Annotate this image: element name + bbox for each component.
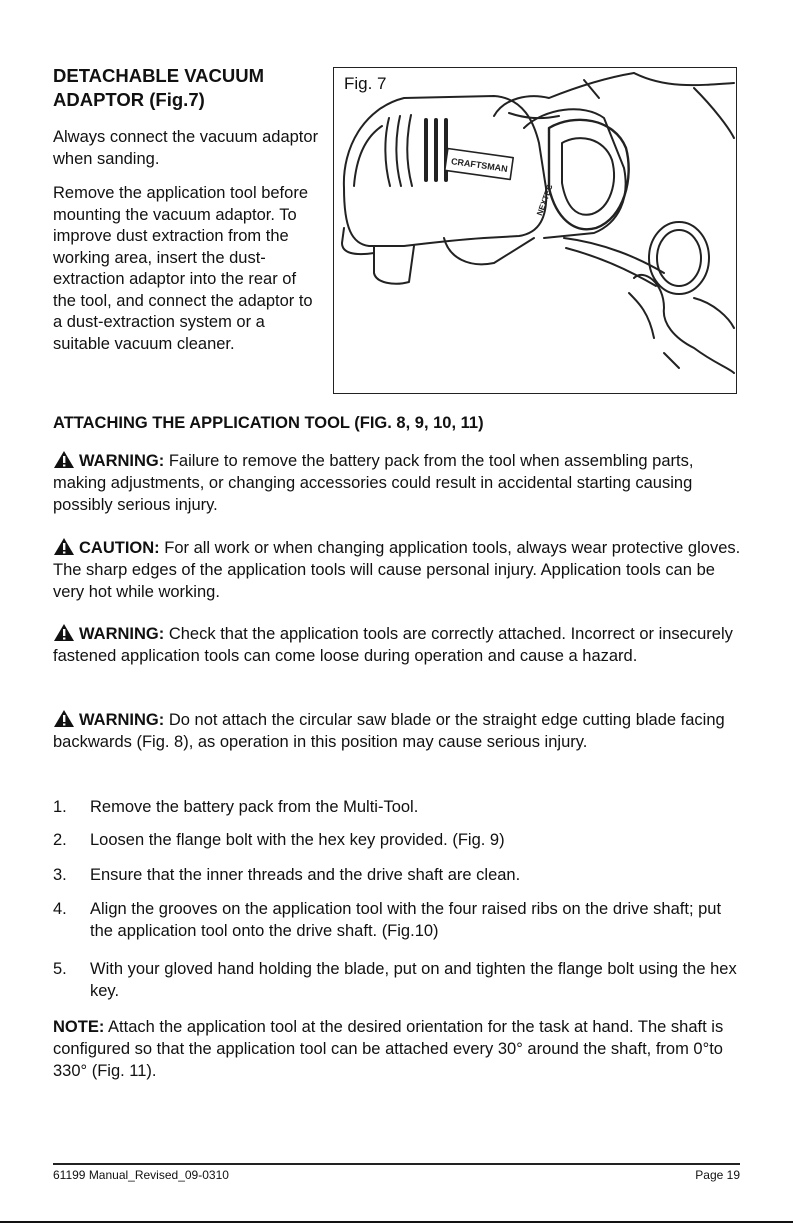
step-text: Remove the battery pack from the Multi-Tool. [90, 798, 419, 816]
list-item [53, 898, 743, 942]
step-number: 1. [53, 798, 67, 816]
warning-label: WARNING: [79, 625, 165, 643]
note-text: Attach the application tool at the desired orientation for the task at hand. The shaft is configured so that the application tool can be attached every 30° around the shaft, from 0°to 330° (Fig. 11). [53, 1018, 724, 1080]
step-number: 2. [53, 831, 67, 849]
warning-notice-2 [53, 623, 743, 667]
warning-label: WARNING: [79, 711, 165, 729]
caution-label: CAUTION: [79, 539, 160, 557]
section-title-vacuum-adaptor: DETACHABLE VACUUM ADAPTOR (Fig.7) [53, 65, 265, 110]
warning-notice-3 [53, 709, 743, 753]
warning-notice-1 [53, 450, 743, 516]
footer-divider [53, 1163, 740, 1165]
footer-document-id: 61199 Manual_Revised_09-0310 [53, 1168, 229, 1182]
step-text: Align the grooves on the application tool with the four raised ribs on the drive shaft; put the application tool onto the drive shaft. (Fig.10) [90, 900, 722, 940]
warning-text: Do not attach the circular saw blade or the straight edge cutting blade facing backwards (Fig. 8), as operation in this position may cause serious injury. [53, 711, 725, 751]
multi-tool-illustration [334, 68, 735, 392]
paragraph-mounting-instructions: Remove the application tool before mounting the vacuum adaptor. To improve dust extraction from the working area, insert the dust-extraction adaptor into the rear of the tool, and connect the adaptor to a dust-extraction system or a suitable vacuum cleaner. [53, 184, 313, 353]
figure-label: Fig. 7 [344, 74, 387, 93]
step-text: With your gloved hand holding the blade, put on and tighten the flange bolt using the hex key. [90, 960, 737, 1000]
note-paragraph [53, 1016, 743, 1082]
note-label: NOTE: [53, 1018, 105, 1036]
list-item [53, 796, 743, 818]
warning-triangle-icon [53, 709, 75, 728]
step-text: Ensure that the inner threads and the drive shaft are clean. [90, 866, 521, 884]
caution-text: For all work or when changing application tools, always wear protective gloves. The sharp edges of the application tools will cause personal injury. Application tools can be very hot while working. [53, 539, 741, 601]
list-item [53, 958, 743, 1002]
step-number: 3. [53, 866, 67, 884]
list-item [53, 864, 743, 886]
nextec-label: NEXTEC [535, 183, 555, 217]
warning-text: Failure to remove the battery pack from the tool when assembling parts, making adjustments, or changing accessories could result in accidental starting causing possibly serious injury. [53, 452, 694, 514]
figure-7 [333, 67, 737, 394]
warning-label: WARNING: [79, 452, 165, 470]
section-heading-attaching-tool: ATTACHING THE APPLICATION TOOL (FIG. 8, 9, 10, 11) [53, 414, 484, 432]
caution-triangle-icon [53, 537, 75, 556]
warning-text: Check that the application tools are correctly attached. Incorrect or insecurely fastened application tools can come loose during operation and cause a hazard. [53, 625, 733, 665]
step-number: 5. [53, 960, 67, 978]
bottom-edge-line [0, 1221, 793, 1223]
step-text: Loosen the flange bolt with the hex key provided. (Fig. 9) [90, 831, 505, 849]
footer-page-number: Page 19 [695, 1168, 740, 1182]
warning-triangle-icon [53, 450, 75, 469]
brand-label: CRAFTSMAN [450, 156, 509, 174]
paragraph-connect-adaptor: Always connect the vacuum adaptor when sanding. [53, 128, 319, 168]
caution-notice [53, 537, 743, 603]
step-number: 4. [53, 900, 67, 918]
list-item [53, 829, 743, 851]
warning-triangle-icon [53, 623, 75, 642]
